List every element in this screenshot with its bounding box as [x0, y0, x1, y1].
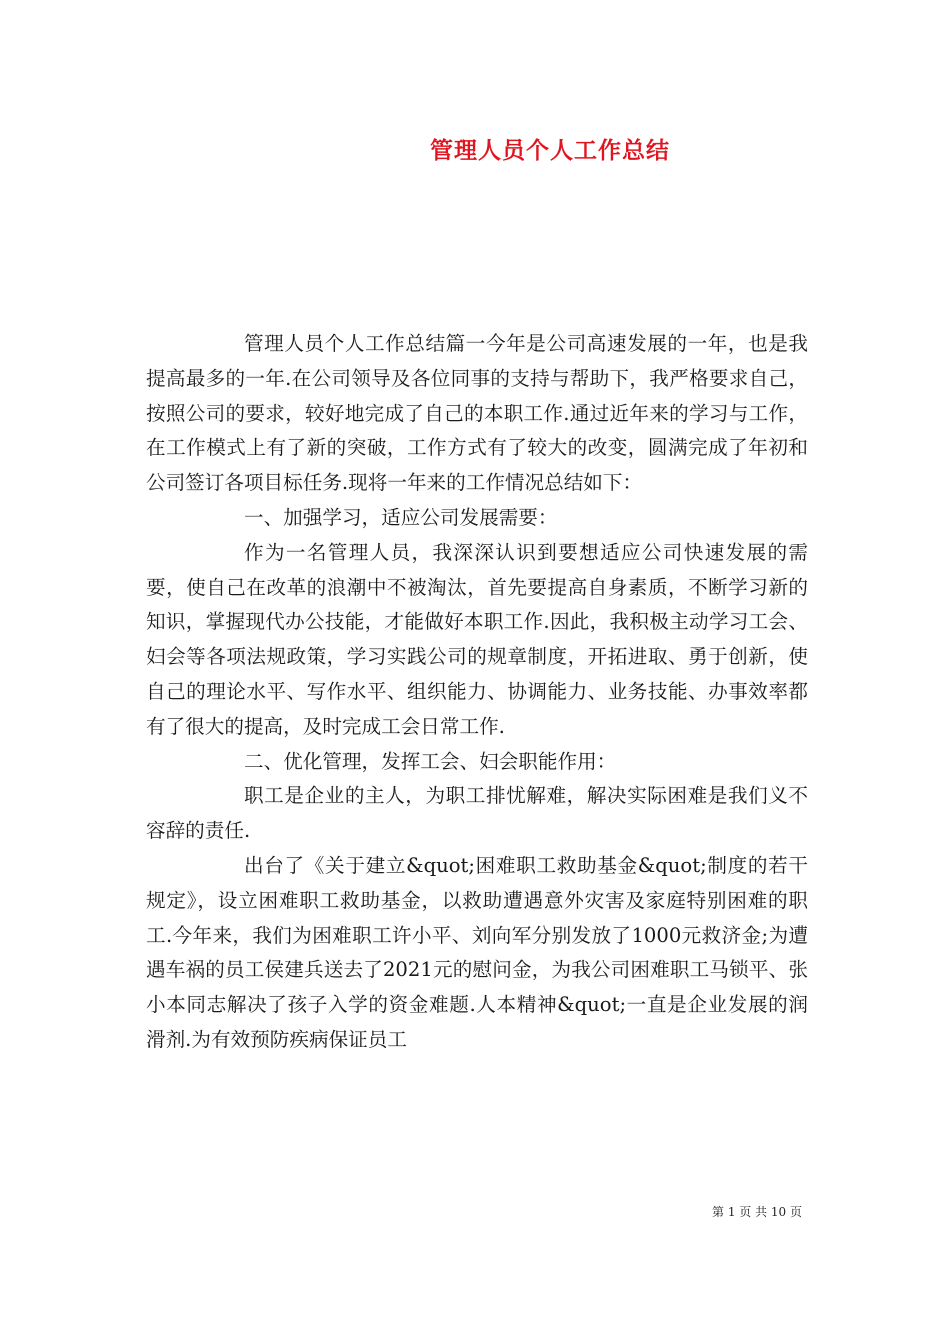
document-title: 管理人员个人工作总结 — [430, 137, 670, 164]
paragraph-study: 作为一名管理人员，我深深认识到要想适应公司快速发展的需要，使自己在改革的浪潮中不被淘汰，首先要提高自身素质，不断学习新的知识，掌握现代办公技能，才能做好本职工作.因此，我积极主动学习工会、妇会等各项法规政策，学习实践公司的规章制度，开拓进取、勇于创新，使自己的理论水平、写作水平、组织能力、协调能力、业务技能、办事效率都有了很大的提高，及时完成工会日常工作. — [146, 540, 808, 738]
paragraph-intro: 管理人员个人工作总结篇一今年是公司高速发展的一年，也是我提高最多的一年.在公司领导及各位同事的支持与帮助下，我严格要求自己，按照公司的要求，较好地完成了自己的本职工作.通过近年来的学习与工作，在工作模式上有了新的突破，工作方式有了较大的改变，圆满完成了年初和公司签订各项目标任务.现将一年来的工作情况总结如下： — [146, 332, 808, 495]
section-heading-2: 二、优化管理，发挥工会、妇会职能作用： — [244, 749, 617, 773]
paragraph-relief-fund: 出台了《关于建立&quot;困难职工救助基金&quot;制度的若干规定》，设立困难职工救助基金，以救助遭遇意外灾害及家庭特别困难的职工.今年来，我们为困难职工许小平、刘向军分别发放了1000元救济金;为遭遇车祸的员工侯建兵送去了2021元的慰问金，为我公司困难职工马锁平、张小本同志解决了孩子入学的资金难题.人本精神&quot;一直是企业发展的润滑剂.为有效预防疾病保证员工 — [146, 853, 808, 1051]
section-heading-1: 一、加强学习，适应公司发展需要： — [244, 505, 558, 529]
paragraph-employees: 职工是企业的主人，为职工排忧解难，解决实际困难是我们义不容辞的责任. — [146, 784, 808, 843]
page-number: 第 1 页 共 10 页 — [712, 1205, 802, 1219]
document-body — [146, 327, 808, 1058]
